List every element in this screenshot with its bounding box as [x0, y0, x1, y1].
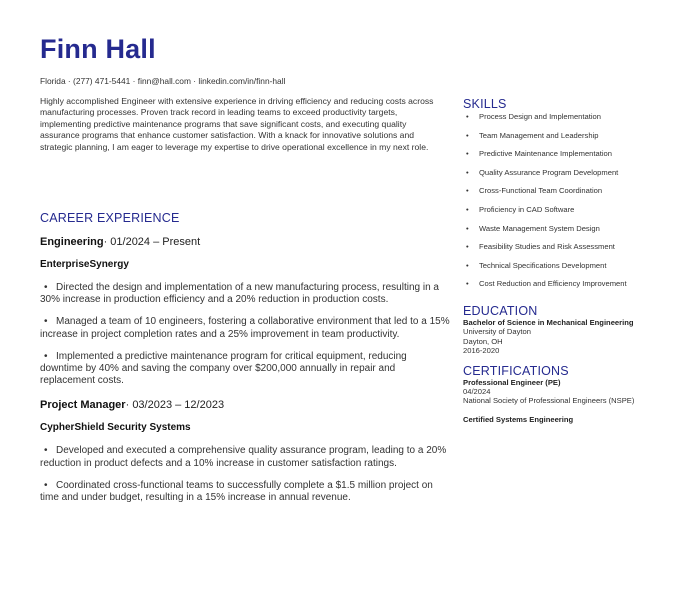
skill-text: Predictive Maintenance Implementation — [479, 149, 612, 159]
certification-name: Professional Engineer (PE) — [463, 377, 561, 387]
bullet-icon: • — [466, 223, 469, 233]
job-dates: · 01/2024 – Present — [103, 236, 201, 248]
skill-item — [463, 224, 663, 234]
skill-text: Feasibility Studies and Risk Assessment — [479, 242, 615, 252]
certification-issuer: National Society of Professional Engineers (NSPE) — [463, 396, 635, 406]
summary-paragraph: Highly accomplished Engineer with extensive experience in driving efficiency and reducing costs across manufacturing processes. Proven track record in leading teams to exceed productivity targets, implementing predictive maintenance programs that save significant costs, and executing quality assurance programs that enhance customer satisfaction. With a knack for innovative solutions and strategic planning, I am eager to leverage my expertise to drive operational excellence in my next role. — [40, 96, 434, 152]
bullet-text: Managed a team of 10 engineers, fostering a collaborative environment that led to a 15% increase in project completion rates and a 25% improvement in team productivity. — [40, 316, 450, 340]
skill-text: Team Management and Leadership — [479, 130, 599, 140]
bullet-icon: • — [44, 282, 48, 293]
skill-text: Cross-Functional Team Coordination — [479, 186, 603, 196]
bullet-icon: • — [466, 204, 469, 214]
experience-heading: CAREER EXPERIENCE — [40, 211, 180, 225]
job-role: Engineering — [40, 236, 104, 248]
bullet-icon: • — [466, 112, 469, 121]
skill-item — [463, 186, 663, 196]
skill-text: Cost Reduction and Efficiency Improvement — [479, 279, 627, 289]
job-dates: · 03/2023 – 12/2023 — [125, 399, 225, 412]
job-bullet — [40, 282, 450, 306]
bullet-icon: • — [466, 186, 469, 196]
skill-item — [463, 242, 663, 252]
certification-entry — [463, 378, 663, 406]
bullet-icon: • — [44, 350, 48, 362]
skill-item — [463, 279, 663, 289]
school-location: Dayton, OH — [463, 336, 503, 346]
job-entry — [40, 399, 450, 504]
skill-item — [463, 112, 663, 122]
certifications-heading: CERTIFICATIONS — [463, 363, 569, 378]
job-bullets — [40, 282, 450, 387]
job-entry — [40, 236, 450, 387]
skill-item — [463, 131, 663, 141]
company-name: EnterpriseSynergy — [40, 259, 129, 270]
certification-entry — [463, 415, 663, 424]
bullet-icon: • — [44, 316, 48, 328]
contact-line: Florida · (277) 471-5441 · finn@hall.com · linkedin.com/in/finn-hall — [40, 76, 286, 86]
skill-item — [463, 205, 663, 215]
degree-name: Bachelor of Science in Mechanical Engineering — [463, 317, 634, 327]
skill-text: Quality Assurance Program Development — [479, 167, 619, 177]
skill-text: Proficiency in CAD Software — [479, 204, 575, 214]
bullet-icon: • — [466, 167, 469, 177]
education-years: 2016-2020 — [463, 346, 500, 356]
bullet-icon: • — [466, 149, 469, 159]
bullet-icon: • — [466, 242, 469, 252]
job-bullet — [40, 445, 450, 469]
skill-item — [463, 168, 663, 178]
certifications-section — [463, 364, 663, 425]
bullet-text: Directed the design and implementation of a new manufacturing process, resulting in a 30% increase in production efficiency and a 20% reduction in production costs. — [40, 282, 439, 306]
skill-text: Process Design and Implementation — [479, 112, 601, 121]
skills-list — [463, 112, 663, 289]
bullet-text: Developed and executed a comprehensive quality assurance program, leading to a 20% reduction in product defects and a 10% increase in customer satisfaction ratings. — [40, 445, 447, 469]
education-section — [463, 304, 663, 356]
bullet-text: Coordinated cross-functional teams to successfully complete a $1.5 million project on time and under budget, resulting in a 15% increase in annual revenue. — [40, 479, 433, 504]
skill-item — [463, 261, 663, 271]
bullet-icon: • — [466, 130, 469, 140]
school-name: University of Dayton — [463, 327, 531, 337]
skills-heading: SKILLS — [463, 97, 507, 111]
candidate-name: Finn Hall — [40, 34, 156, 64]
job-bullet — [40, 480, 450, 504]
bullet-text: Implemented a predictive maintenance program for critical equipment, reducing downtime by 40% and saving the company over $200,000 annually in repair and replacement costs. — [40, 350, 407, 387]
experience-section — [40, 211, 450, 516]
bullet-icon: • — [44, 479, 48, 491]
bullet-icon: • — [466, 260, 469, 270]
job-bullets — [40, 445, 450, 504]
sidebar-column — [463, 97, 663, 433]
certification-name: Certified Systems Engineering — [463, 414, 574, 424]
skill-text: Waste Management System Design — [479, 223, 600, 233]
education-heading: EDUCATION — [463, 303, 538, 318]
job-bullet — [40, 316, 450, 340]
company-name: CypherShield Security Systems — [40, 422, 191, 434]
bullet-icon: • — [466, 279, 469, 289]
skill-text: Technical Specifications Development — [479, 260, 607, 270]
job-role: Project Manager — [40, 399, 126, 412]
job-title — [40, 236, 450, 248]
skill-item — [463, 149, 663, 159]
bullet-icon: • — [44, 445, 48, 457]
job-title — [40, 399, 450, 411]
job-bullet — [40, 351, 450, 388]
certification-date: 04/2024 — [463, 386, 491, 396]
